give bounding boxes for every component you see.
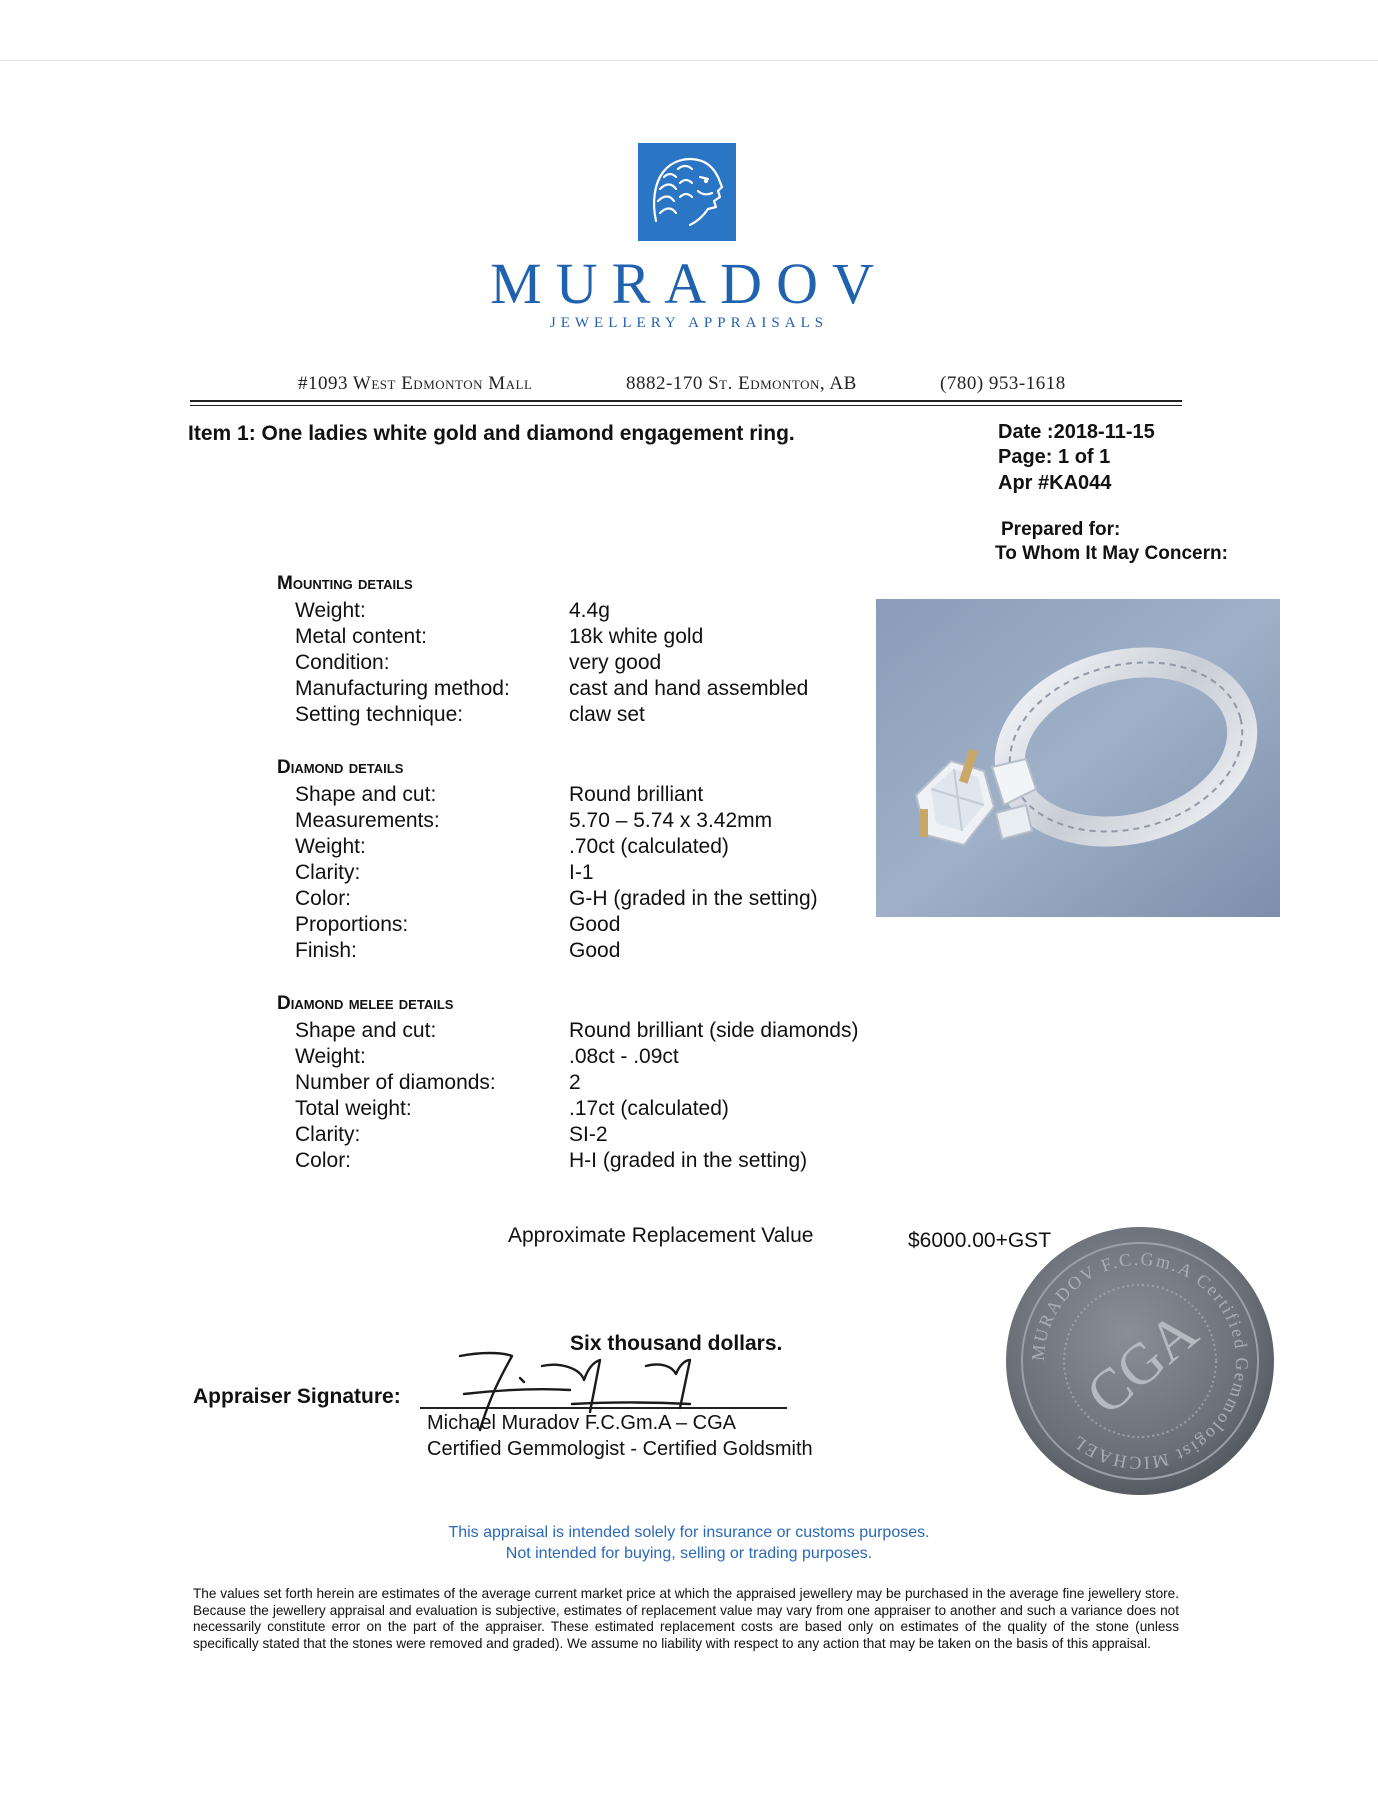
diamond-heading: Diamond details: [277, 757, 404, 778]
address-street: 8882-170 St. Edmonton, AB: [626, 373, 857, 394]
brand-name: MURADOV: [490, 251, 888, 316]
prepared-for-label: Prepared for:: [1001, 519, 1121, 540]
diamond-label: Measurements:: [295, 809, 440, 832]
melee-value: .17ct (calculated): [569, 1097, 729, 1120]
mounting-heading: Mounting details: [277, 573, 413, 594]
diamond-value: Good: [569, 939, 621, 962]
address-mall: #1093 West Edmonton Mall: [298, 373, 533, 394]
melee-label: Color:: [295, 1149, 352, 1172]
mounting-label: Weight:: [295, 599, 366, 622]
diamond-value: Round brilliant: [569, 783, 704, 806]
melee-label: Shape and cut:: [295, 1019, 437, 1042]
diamond-value: I-1: [569, 861, 594, 884]
mounting-label: Metal content:: [295, 625, 427, 648]
diamond-label: Proportions:: [295, 913, 409, 936]
mounting-value: cast and hand assembled: [569, 677, 809, 700]
appraisal-number: Apr #KA044: [998, 472, 1112, 494]
mounting-value: very good: [569, 651, 662, 674]
address-phone: (780) 953-1618: [940, 373, 1066, 394]
replacement-value: $6000.00+GST: [908, 1229, 1052, 1252]
ring-photo: [876, 599, 1280, 917]
melee-label: Weight:: [295, 1045, 366, 1068]
mounting-value: 4.4g: [569, 599, 610, 622]
prepared-for-value: To Whom It May Concern:: [995, 543, 1228, 564]
brand-tagline: JEWELLERY APPRAISALS: [549, 315, 829, 331]
scan-edge-line: [0, 60, 1378, 61]
diamond-value: .70ct (calculated): [569, 835, 729, 858]
appraisal-date: Date :2018-11-15: [998, 421, 1155, 443]
melee-label: Number of diamonds:: [295, 1071, 496, 1094]
mounting-label: Setting technique:: [295, 703, 464, 726]
diamond-label: Color:: [295, 887, 352, 910]
header-rule-bottom: [190, 405, 1182, 406]
disclaimer-text: The values set forth herein are estimates of the average current market price at which the appraised jewellery may be purchased in the average fine jewellery store. Because the jewellery appraisal and evaluation is subjective, estimates of replacement value may vary from one appraiser to another and such a variance does not necessarily constitute error on the part of the appraiser. These estimated replacement costs are based only on estimates of the quality of the stone (unless specifically stated that the stones were removed and graded). We assume no liability with respect to any action that may be taken on the basis of this appraisal.: [193, 1586, 1179, 1651]
melee-label: Clarity:: [295, 1123, 361, 1146]
melee-value: Round brilliant (side diamonds): [569, 1019, 859, 1042]
melee-value: H-I (graded in the setting): [569, 1149, 808, 1172]
mounting-label: Condition:: [295, 651, 390, 674]
seal-ring-text: MURADOV F.C.Gm.A Certified Gemmologist MICHAEL: [1027, 1248, 1253, 1474]
notice-line-2: Not intended for buying, selling or trading purposes.: [505, 1545, 873, 1562]
melee-value: SI-2: [569, 1123, 608, 1146]
appraiser-name: Michael Muradov F.C.Gm.A – CGA: [427, 1412, 736, 1434]
lion-logo-icon: [638, 143, 736, 241]
diamond-value: 5.70 – 5.74 x 3.42mm: [569, 809, 773, 832]
replacement-value-label: Approximate Replacement Value: [508, 1224, 814, 1247]
value-in-words: Six thousand dollars.: [570, 1332, 783, 1355]
item-title: Item 1: One ladies white gold and diamond engagement ring.: [188, 422, 795, 445]
melee-value: 2: [569, 1071, 581, 1094]
diamond-label: Finish:: [295, 939, 357, 962]
seal-center-text: CGA: [1073, 1298, 1210, 1428]
melee-value: .08ct - .09ct: [569, 1045, 679, 1068]
notice-line-1: This appraisal is intended solely for insurance or customs purposes.: [448, 1524, 930, 1541]
melee-label: Total weight:: [295, 1097, 412, 1120]
diamond-label: Shape and cut:: [295, 783, 437, 806]
appraiser-title: Certified Gemmologist - Certified Goldsmith: [427, 1438, 813, 1460]
mounting-value: 18k white gold: [569, 625, 704, 648]
diamond-label: Clarity:: [295, 861, 361, 884]
mounting-value: claw set: [569, 703, 645, 726]
signature-label: Appraiser Signature:: [193, 1385, 401, 1408]
header-rule-top: [190, 400, 1182, 402]
certification-seal: [1004, 1225, 1276, 1497]
page-number: Page: 1 of 1: [998, 446, 1111, 468]
diamond-value: G-H (graded in the setting): [569, 887, 818, 910]
melee-heading: Diamond melee details: [277, 993, 454, 1014]
mounting-label: Manufacturing method:: [295, 677, 510, 700]
diamond-value: Good: [569, 913, 621, 936]
diamond-label: Weight:: [295, 835, 366, 858]
